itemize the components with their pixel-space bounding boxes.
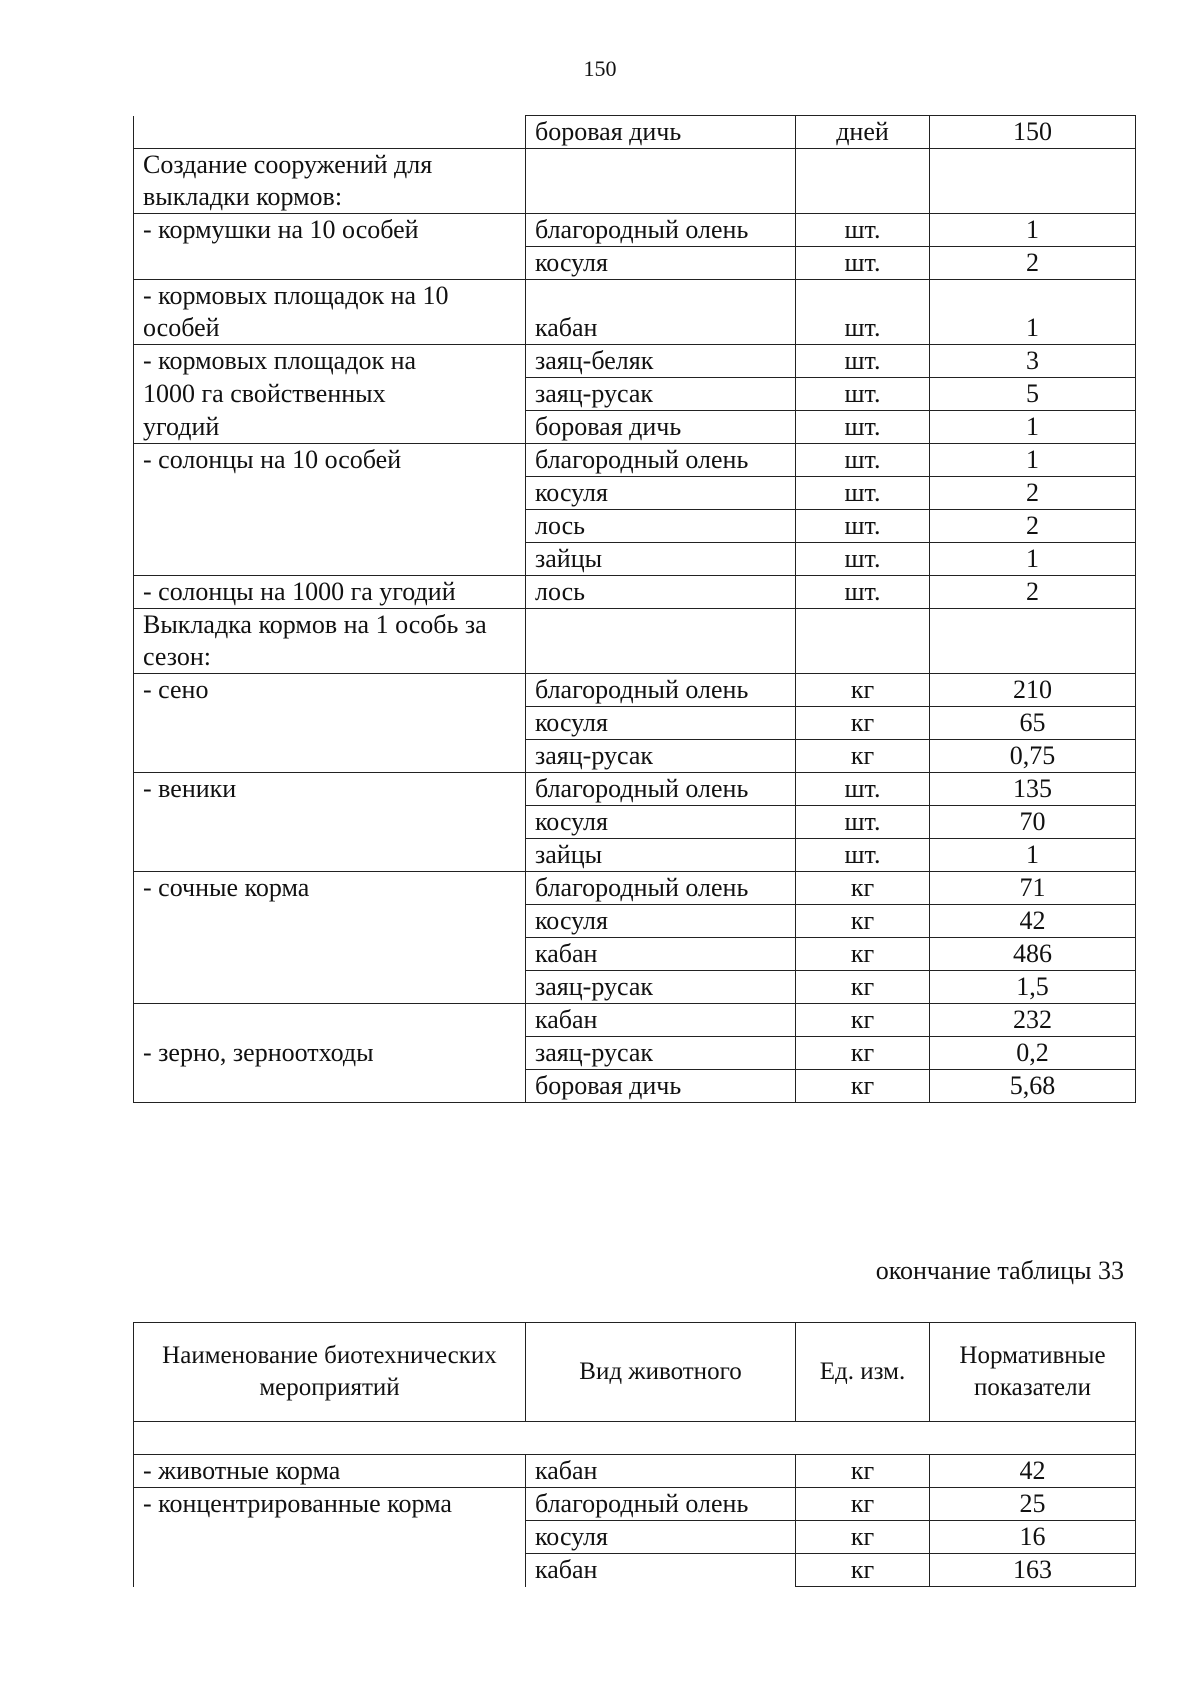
unit-cell: шт. bbox=[796, 773, 930, 806]
unit-cell: шт. bbox=[796, 345, 930, 378]
measure-cell: - кормушки на 10 особей bbox=[134, 214, 526, 280]
unit-cell: кг bbox=[796, 872, 930, 905]
animal-cell: зайцы bbox=[526, 543, 796, 576]
unit-cell: шт. bbox=[796, 477, 930, 510]
table-row bbox=[134, 674, 1136, 707]
animal-cell: благородный олень bbox=[526, 674, 796, 707]
value-cell: 2 bbox=[930, 477, 1136, 510]
value-cell: 0,75 bbox=[930, 740, 1136, 773]
unit-cell: шт. bbox=[796, 247, 930, 280]
unit-cell bbox=[796, 149, 930, 214]
measure-cell: - солонцы на 10 особей bbox=[134, 444, 526, 576]
animal-cell: косуля bbox=[526, 905, 796, 938]
measure-cell: - веники bbox=[134, 773, 526, 872]
unit-cell: шт. bbox=[796, 280, 930, 345]
value-cell: 42 bbox=[930, 905, 1136, 938]
unit-cell: шт. bbox=[796, 378, 930, 411]
value-cell: 1,5 bbox=[930, 971, 1136, 1004]
animal-cell: боровая дичь bbox=[526, 1070, 796, 1103]
unit-cell: кг bbox=[796, 1554, 930, 1587]
unit-cell: кг bbox=[796, 905, 930, 938]
value-cell: 1 bbox=[930, 543, 1136, 576]
measure-cell: - сочные корма bbox=[134, 872, 526, 1004]
unit-cell: кг bbox=[796, 971, 930, 1004]
value-cell: 2 bbox=[930, 247, 1136, 280]
header-measure: Наименование биотехнических мероприятий bbox=[134, 1323, 526, 1422]
value-cell: 1 bbox=[930, 411, 1136, 444]
section-heading-cell: Выкладка кормов на 1 особь за сезон: bbox=[134, 609, 526, 674]
unit-cell: шт. bbox=[796, 510, 930, 543]
animal-cell: кабан bbox=[526, 1455, 796, 1488]
unit-cell bbox=[796, 609, 930, 674]
header-norm: Нормативные показатели bbox=[930, 1323, 1136, 1422]
unit-cell: шт. bbox=[796, 839, 930, 872]
table-row bbox=[134, 280, 1136, 345]
value-cell: 3 bbox=[930, 345, 1136, 378]
value-cell: 1 bbox=[930, 280, 1136, 345]
measure-cell: - сено bbox=[134, 674, 526, 773]
table-row bbox=[134, 378, 1136, 411]
animal-cell: заяц-русак bbox=[526, 1037, 796, 1070]
value-cell: 71 bbox=[930, 872, 1136, 905]
value-cell: 232 bbox=[930, 1004, 1136, 1037]
unit-cell: шт. bbox=[796, 411, 930, 444]
animal-cell: благородный олень bbox=[526, 872, 796, 905]
measure-cell: - кормовых площадок на 10 особей bbox=[134, 280, 526, 345]
value-cell: 1 bbox=[930, 214, 1136, 247]
table-row bbox=[134, 149, 1136, 214]
animal-cell: лось bbox=[526, 576, 796, 609]
value-cell: 135 bbox=[930, 773, 1136, 806]
value-cell: 25 bbox=[930, 1488, 1136, 1521]
animal-cell: косуля bbox=[526, 477, 796, 510]
animal-cell bbox=[526, 149, 796, 214]
animal-cell: заяц-русак bbox=[526, 971, 796, 1004]
unit-cell: кг bbox=[796, 1004, 930, 1037]
animal-cell: заяц-русак bbox=[526, 378, 796, 411]
section-heading-cell: Создание сооружений для выкладки кормов: bbox=[134, 149, 526, 214]
biotechnical-table-end bbox=[133, 1322, 1136, 1587]
measure-cell: - кормовых площадок на bbox=[134, 345, 526, 378]
table-row bbox=[134, 116, 1136, 149]
unit-cell: шт. bbox=[796, 576, 930, 609]
animal-cell: благородный олень bbox=[526, 214, 796, 247]
empty-cell bbox=[134, 1422, 1136, 1455]
table-empty-row bbox=[134, 1422, 1136, 1455]
table-row bbox=[134, 576, 1136, 609]
unit-cell: кг bbox=[796, 1037, 930, 1070]
unit-cell: кг bbox=[796, 740, 930, 773]
table-row bbox=[134, 411, 1136, 444]
animal-cell: благородный олень bbox=[526, 773, 796, 806]
table-row bbox=[134, 444, 1136, 477]
animal-cell: зайцы bbox=[526, 839, 796, 872]
table-row bbox=[134, 773, 1136, 806]
animal-cell: косуля bbox=[526, 806, 796, 839]
unit-cell: кг bbox=[796, 1488, 930, 1521]
value-cell: 42 bbox=[930, 1455, 1136, 1488]
biotechnical-table-continued bbox=[133, 115, 1136, 1103]
animal-cell: боровая дичь bbox=[526, 116, 796, 149]
value-cell: 1 bbox=[930, 444, 1136, 477]
unit-cell: кг bbox=[796, 1455, 930, 1488]
animal-cell: кабан bbox=[526, 280, 796, 345]
unit-cell: кг bbox=[796, 938, 930, 971]
animal-cell: лось bbox=[526, 510, 796, 543]
table-row bbox=[134, 345, 1136, 378]
animal-cell: косуля bbox=[526, 1521, 796, 1554]
header-animal: Вид животного bbox=[526, 1323, 796, 1422]
measure-cell bbox=[134, 116, 526, 149]
value-cell: 5 bbox=[930, 378, 1136, 411]
table-row bbox=[134, 1488, 1136, 1521]
table-header-row bbox=[134, 1323, 1136, 1422]
measure-cell: 1000 га свойственных bbox=[134, 378, 526, 411]
value-cell: 70 bbox=[930, 806, 1136, 839]
unit-cell: кг bbox=[796, 674, 930, 707]
value-cell: 2 bbox=[930, 576, 1136, 609]
value-cell: 486 bbox=[930, 938, 1136, 971]
unit-cell: шт. bbox=[796, 543, 930, 576]
animal-cell: кабан bbox=[526, 938, 796, 971]
header-unit: Ед. изм. bbox=[796, 1323, 930, 1422]
value-cell: 65 bbox=[930, 707, 1136, 740]
value-cell: 2 bbox=[930, 510, 1136, 543]
page-number: 150 bbox=[583, 56, 617, 81]
value-cell: 5,68 bbox=[930, 1070, 1136, 1103]
value-cell bbox=[930, 609, 1136, 674]
measure-cell: - концентрированные корма bbox=[134, 1488, 526, 1587]
table-row bbox=[134, 214, 1136, 247]
animal-cell: кабан bbox=[526, 1004, 796, 1037]
value-cell: 16 bbox=[930, 1521, 1136, 1554]
unit-cell: шт. bbox=[796, 214, 930, 247]
unit-cell: шт. bbox=[796, 444, 930, 477]
animal-cell bbox=[526, 609, 796, 674]
table-row bbox=[134, 1004, 1136, 1037]
animal-cell: благородный олень bbox=[526, 444, 796, 477]
animal-cell: заяц-беляк bbox=[526, 345, 796, 378]
unit-cell: кг bbox=[796, 707, 930, 740]
value-cell: 1 bbox=[930, 839, 1136, 872]
value-cell: 210 bbox=[930, 674, 1136, 707]
animal-cell: кабан bbox=[526, 1554, 796, 1587]
table-caption: окончание таблицы 33 bbox=[875, 1256, 1124, 1285]
table-row bbox=[134, 1455, 1136, 1488]
animal-cell: заяц-русак bbox=[526, 740, 796, 773]
value-cell: 0,2 bbox=[930, 1037, 1136, 1070]
unit-cell: шт. bbox=[796, 806, 930, 839]
unit-cell: кг bbox=[796, 1070, 930, 1103]
value-cell bbox=[930, 149, 1136, 214]
unit-cell: дней bbox=[796, 116, 930, 149]
measure-cell: - солонцы на 1000 га угодий bbox=[134, 576, 526, 609]
value-cell: 150 bbox=[930, 116, 1136, 149]
table-row bbox=[134, 872, 1136, 905]
measure-cell: - зерно, зерноотходы bbox=[134, 1004, 526, 1103]
unit-cell: кг bbox=[796, 1521, 930, 1554]
measure-cell: - животные корма bbox=[134, 1455, 526, 1488]
animal-cell: боровая дичь bbox=[526, 411, 796, 444]
animal-cell: благородный олень bbox=[526, 1488, 796, 1521]
value-cell: 163 bbox=[930, 1554, 1136, 1587]
animal-cell: косуля bbox=[526, 247, 796, 280]
measure-cell: угодий bbox=[134, 411, 526, 444]
animal-cell: косуля bbox=[526, 707, 796, 740]
table-row bbox=[134, 609, 1136, 674]
